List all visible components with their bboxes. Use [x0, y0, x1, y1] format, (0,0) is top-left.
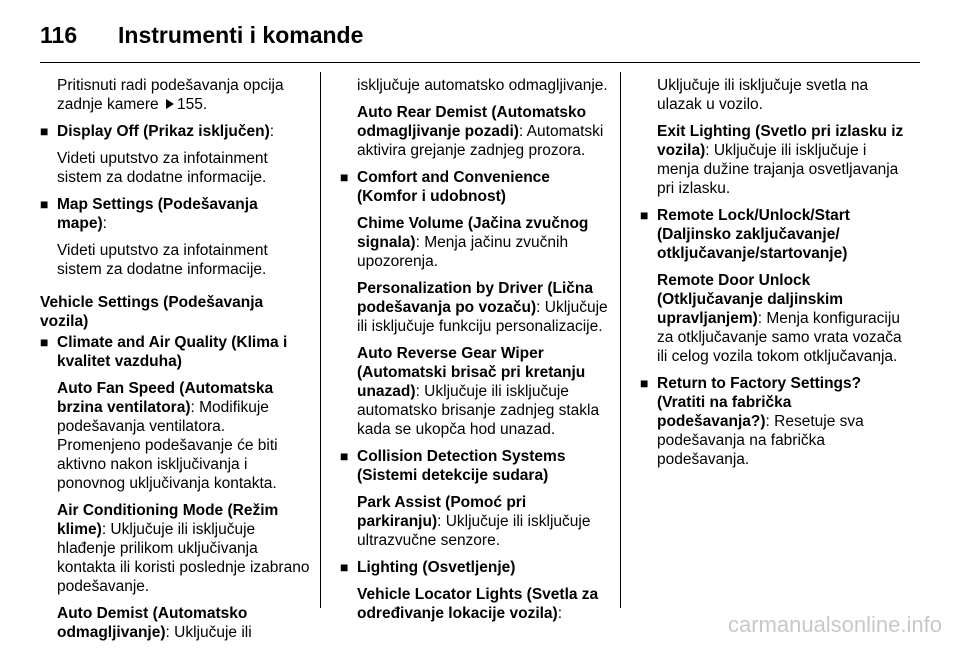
page-reference: 155.: [176, 96, 208, 113]
paragraph-map-settings: Videti uputstvo za infotainment sistem za dodatne informacije.: [57, 242, 268, 278]
entry-term: Chime Volume (Jačina zvučnog signala): [357, 215, 589, 251]
entry-term: Air Conditioning Mode (Režim klime): [57, 502, 279, 538]
bullet-term: Climate and Air Quality (Klima i kvalitet vazduha): [57, 334, 288, 370]
bullet-term: Map Settings (Podešavanja mape): [57, 196, 258, 232]
entry-text: : Menja jačinu zvučnih upozorenja.: [357, 234, 569, 270]
paragraph-rear-camera: [57, 76, 310, 114]
bullet-term: Collision Detection Systems (Sistemi detekcije sudara): [357, 448, 566, 484]
column-divider-1: [320, 72, 321, 608]
entry-text: : Uključuje ili isključuje i menja dužine trajanja osvetljavanja pri izlasku.: [657, 142, 899, 197]
entry-term: Auto Rear Demist (Automatsko odmagljivanje pozadi): [357, 104, 587, 140]
entry-remote-door-unlock: [657, 271, 908, 366]
text: :: [102, 215, 107, 232]
bullet-term: Comfort and Convenience (Komfor i udobnost): [357, 169, 550, 205]
column-3: [640, 76, 908, 477]
bullet-comfort: [340, 168, 608, 206]
entry-auto-fan-speed: [57, 379, 310, 493]
text: Pritisnuti radi podešavanja opcija zadnje kamere: [57, 77, 284, 113]
column-1: [40, 76, 310, 650]
entry-auto-rear-demist: [357, 103, 608, 160]
entry-term: Vehicle Locator Lights (Svetla za određivanje lokacije vozila): [357, 586, 599, 622]
watermark: carmanualsonline.info: [727, 612, 942, 637]
paragraph-display-off: Videti uputstvo za infotainment sistem za dodatne informacije.: [57, 150, 268, 186]
bullet-collision: [340, 447, 608, 485]
bullet-climate: [40, 333, 310, 371]
bullet-remote-lock: [640, 206, 908, 263]
column-divider-2: [620, 72, 621, 608]
entry-chime-volume: [357, 214, 608, 271]
bullet-term: Display Off (Prikaz isključen): [57, 123, 270, 140]
entry-term: Remote Door Unlock (Otključavanje daljinskim upravljanjem): [657, 272, 844, 327]
bullet-term: Remote Lock/Unlock/Start (Daljinsko zaključavanje/ otključavanje/startovanje): [657, 207, 850, 262]
paragraph-continued: isključuje automatsko odmagljivanje.: [357, 77, 608, 94]
bullet-term: Lighting (Osvetljenje): [357, 559, 516, 576]
entry-text: : Modifikuje podešavanja ventilatora. Promenjeno podešavanje će biti aktivno nakon isključivanja i ponovnog uključivanja kontakta.: [57, 399, 278, 492]
header-rule: [40, 62, 920, 63]
entry-park-assist: [357, 493, 608, 550]
entry-term: Auto Fan Speed (Automatska brzina ventilatora): [57, 380, 274, 416]
column-2: [340, 76, 608, 631]
entry-text: : Uključuje ili isključuje automatsko brisanje zadnjeg stakla kada se ukopča hod unazad.: [357, 383, 600, 438]
entry-term: Auto Reverse Gear Wiper (Automatski brisač pri kretanju unazad): [357, 345, 586, 400]
entry-text: : Uključuje ili isključuje hlađenje prilikom uključivanja kontakta ili koristi poslednje izabrano podešavanje.: [57, 521, 310, 595]
bullet-text: : Resetuje sva podešavanja na fabrička podešavanja.: [657, 413, 864, 468]
entry-term: Auto Demist (Automatsko odmagljivanje): [57, 605, 248, 641]
page-reference-arrow-icon: [166, 99, 174, 109]
chapter-title: Instrumenti i komande: [118, 22, 364, 48]
text: :: [269, 123, 275, 140]
bullet-map-settings: [40, 195, 310, 233]
bullet-term: Return to Factory Settings? (Vratiti na fabrička podešavanja?): [657, 375, 862, 430]
entry-text: : Automatski aktivira grejanje zadnjeg prozora.: [357, 123, 604, 159]
entry-term: Personalization by Driver (Lična podešavanja po vozaču): [357, 280, 594, 316]
entry-text: : Uključuje ili: [165, 624, 252, 641]
paragraph-continued: Uključuje ili isključuje svetla na ulazak u vozilo.: [657, 77, 869, 113]
entry-personalization: [357, 279, 608, 336]
bullet-factory-settings: [640, 374, 908, 469]
entry-text: : Uključuje ili isključuje funkciju personalizacije.: [357, 299, 608, 335]
entry-vehicle-locator-lights: [357, 585, 608, 623]
entry-auto-demist: [57, 604, 310, 642]
entry-exit-lighting: [657, 122, 908, 198]
entry-term: Park Assist (Pomoć pri parkiranju): [357, 494, 527, 530]
entry-text: : Menja konfiguraciju za otključavanje samo vrata vozača ili celog vozila tokom otključavanja.: [657, 310, 902, 365]
entry-text: : Uključuje ili isključuje ultrazvučne senzore.: [357, 513, 591, 549]
page-number: 116: [40, 22, 78, 48]
entry-term: Exit Lighting (Svetlo pri izlasku iz vozila): [657, 123, 904, 159]
bullet-lighting: [340, 558, 608, 577]
entry-air-conditioning-mode: [57, 501, 310, 596]
section-heading-vehicle-settings: Vehicle Settings (Podešavanja vozila): [40, 294, 264, 330]
entry-text: :: [557, 605, 563, 622]
entry-reverse-wiper: [357, 344, 608, 439]
bullet-display-off: [40, 122, 310, 141]
